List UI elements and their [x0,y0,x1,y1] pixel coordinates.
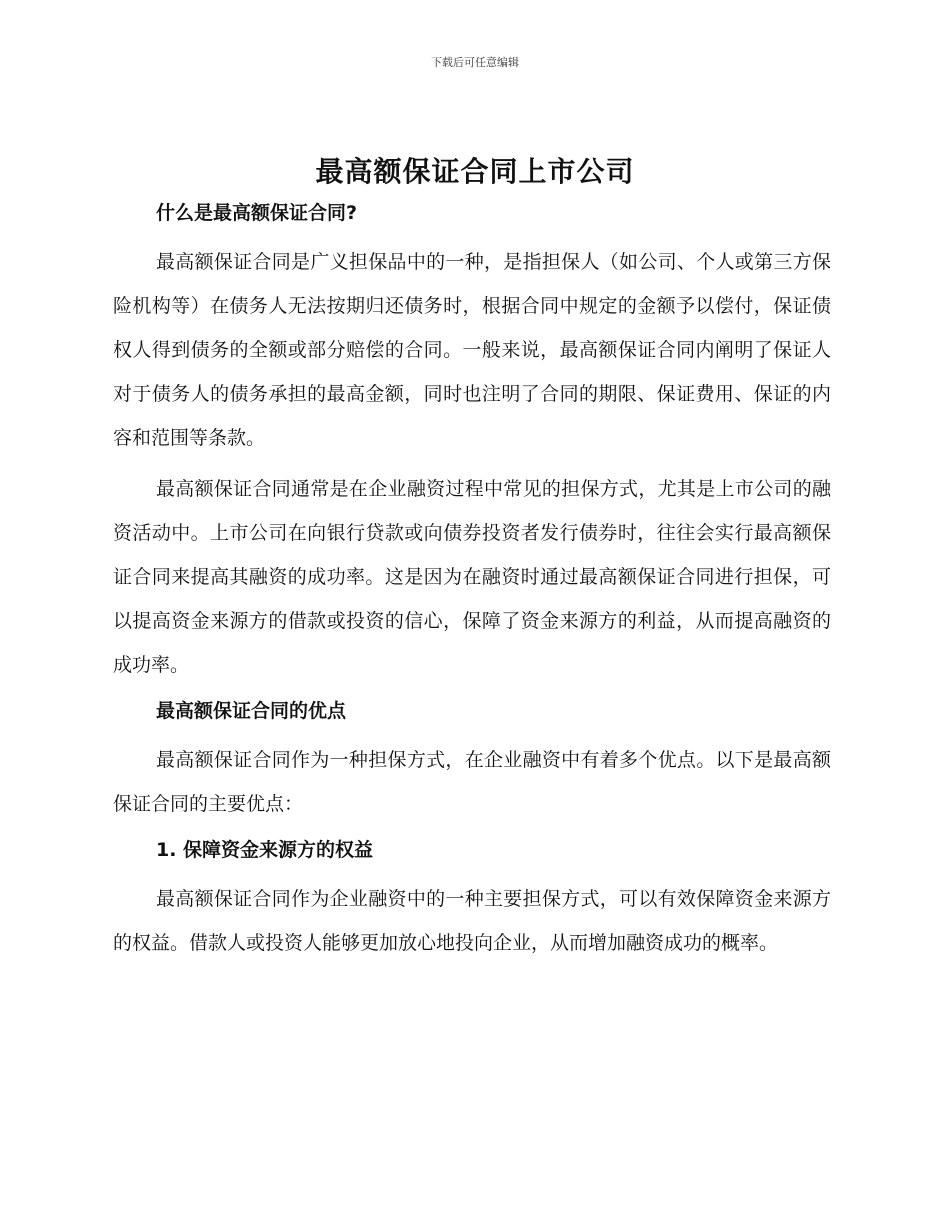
header-note: 下载后可任意编辑 [431,56,519,69]
paragraph: 最高额保证合同作为企业融资中的一种主要担保方式，可以有效保障资金来源方的权益。借款人或投资人能够更加放心地投向企业，从而增加融资成功的概率。 [113,888,831,954]
section-heading-advantages: 最高额保证合同的优点 [156,700,347,722]
section-heading-what-is: 什么是最高额保证合同? [156,202,358,224]
paragraph: 最高额保证合同通常是在企业融资过程中常见的担保方式，尤其是上市公司的融资活动中。上市公司在向银行贷款或向债券投资者发行债券时，往往会实行最高额保证合同来提高其融资的成功率。这是因为在融资时通过最高额保证合同进行担保，可以提高资金来源方的借款或投资的信心，保障了资金来源方的利益，从而提高融资的成功率。 [113,478,831,676]
section-heading-protect-rights: 1. 保障资金来源方的权益 [156,839,374,861]
document-title: 最高额保证合同上市公司 [315,155,635,188]
document-body [113,196,831,972]
paragraph: 最高额保证合同作为一种担保方式，在企业融资中有着多个优点。以下是最高额保证合同的主要优点： [113,749,831,815]
paragraph: 最高额保证合同是广义担保品中的一种，是指担保人（如公司、个人或第三方保险机构等）在债务人无法按期归还债务时，根据合同中规定的金额予以偿付，保证债权人得到债务的全额或部分赔偿的合同。一般来说，最高额保证合同内阐明了保证人对于债务人的债务承担的最高金额，同时也注明了合同的期限、保证费用、保证的内容和范围等条款。 [113,251,831,449]
